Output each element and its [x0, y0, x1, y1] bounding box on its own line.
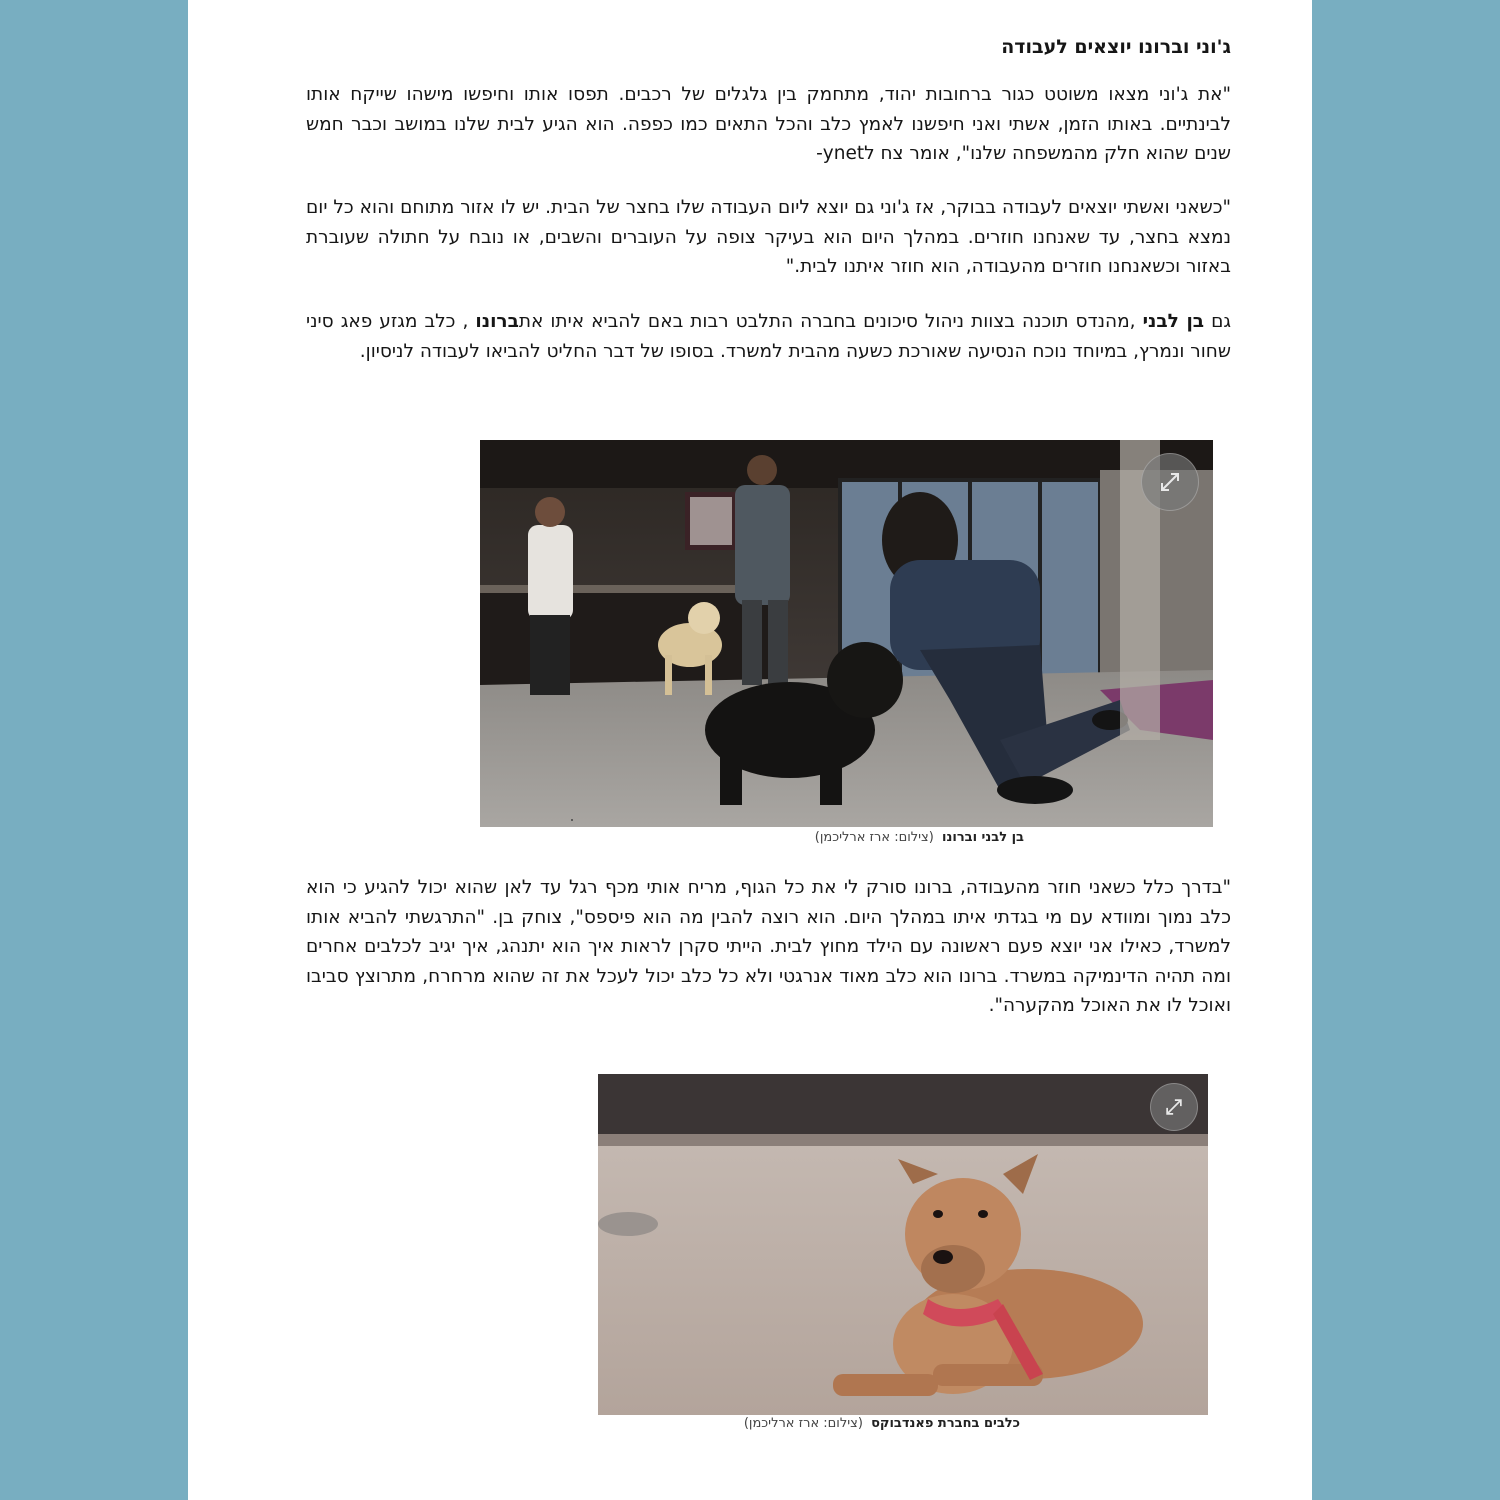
article-paragraph-1: "את ג'וני מצאו משוטט כגור ברחובות יהוד, מתחמק בין גלגלים של רכבים. תפסו אותו וחיפשו מישהו שייקח אותו לבינתיים. באותו הזמן, אשתי ואני חיפשנו לאמץ כלב והכל התאים כמו כפפה. הוא הגיע לבית שלנו במושב וכבר חמש שנים שהוא חלק מהמשפחה שלנו", אומר צח לynet-: [306, 84, 1231, 164]
caption-credit: (צילום: ארז ארליכמן): [743, 1416, 863, 1431]
scan-speck: [571, 819, 573, 821]
expand-arrows-icon: [1156, 468, 1184, 496]
article-paragraph-2: "כשאני ואשתי יוצאים לעבודה בבוקר, אז ג'וני גם יוצא ליום העבודה שלו בחצר של הבית. יש לו אזור מתוחם והוא כל יום נמצא בחצר, עד שאנחנו חוזרים. במהלך היום הוא בעיקר צופה על העוברים והשבים, או נובח על חתולה שעוברת באזור וכשאנחנו חוזרים מהעבודה, הוא חוזר איתנו לבית.": [306, 197, 1231, 277]
dog-name-bold: ברונו: [475, 311, 519, 332]
article-title: ג'וני וברונו יוצאים לעבודה: [1001, 36, 1231, 58]
expand-image-button[interactable]: [1141, 453, 1199, 511]
caption-credit: (צילום: ארז ארליכמן): [814, 830, 934, 845]
paragraph-3-text: ,מהנדס תוכנה בצוות ניהול סיכונים בחברה התלבט רבות באם להביא איתו את: [518, 311, 1143, 332]
article-paragraph-3: [306, 307, 1231, 366]
paragraph-3-text: גם: [1204, 311, 1231, 332]
caption-title: כלבים בחברת פאנדבוקס: [871, 1416, 1020, 1431]
photo-caption-1: [815, 830, 1024, 845]
office-scene-illustration: [480, 440, 1213, 827]
article-paragraph-4: "בדרך כלל כשאני חוזר מהעבודה, ברונו סורק לי את כל הגוף, מריח אותי מכף רגל עד לאן שהוא יכול להגיע כי הוא כלב נמוך ומוודא עם מי בגדתי איתו במהלך היום. הוא רוצה להבין מה הוא פיספס", צוחק בן. "התרגשתי להביא אותו למשרד, כאילו אני יוצא פעם ראשונה עם הילד מחוץ לבית. הייתי סקרן לראות איך הוא יתנהג, איך יגיב לכלבים אחרים ומה תהיה הדינמיקה במשרד. ברונו הוא כלב מאוד אנרגטי ולא כל כלב יכול לעכל את זה שהוא מרחרח, מתרוצץ סביבו ואוכל לו את האוכל מהקערה".: [306, 877, 1231, 1016]
photo-caption-2: [744, 1416, 1020, 1431]
caption-title: בן לבני וברונו: [942, 830, 1024, 845]
scanned-page: [188, 0, 1312, 1500]
expand-image-button[interactable]: [1150, 1083, 1198, 1131]
photo-man-with-pug: [480, 440, 1213, 827]
expand-arrows-icon: [1162, 1095, 1186, 1119]
dog-lying-illustration: [598, 1074, 1208, 1415]
person-name-bold: בן לבני: [1142, 311, 1205, 332]
paragraph-3-text: , כלב מגזע פאג סיני שחור ונמרץ, במיוחד נוכח הנסיעה שאורכת כשעה מהבית למשרד. בסופו של דבר החליט להביאו לעבודה לניסיון.: [306, 311, 1231, 362]
photo-dog-lying: [598, 1074, 1208, 1415]
